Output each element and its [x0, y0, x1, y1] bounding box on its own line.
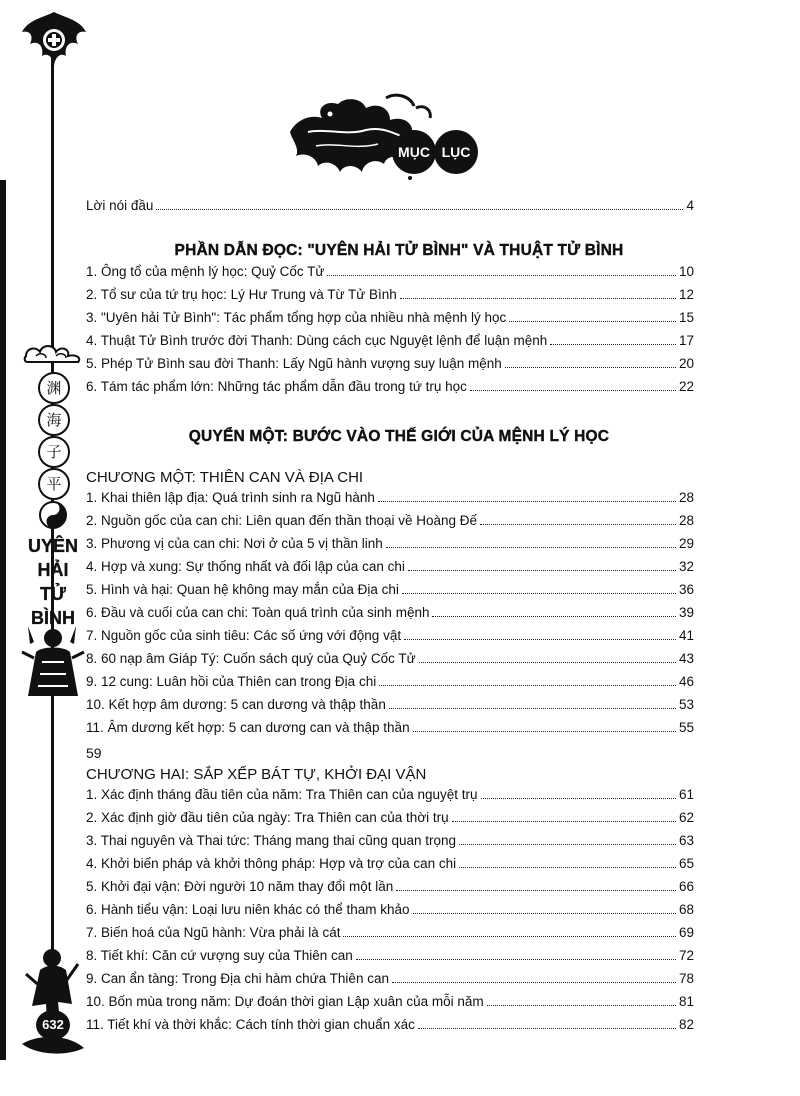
toc-entry[interactable]: [86, 925, 694, 948]
toc-leader: [389, 708, 676, 709]
spine-char-2: 海: [38, 404, 70, 436]
toc-entry-title: 5. Phép Tử Bình sau đời Thanh: Lấy Ngũ hành vượng suy luận mệnh: [86, 356, 502, 371]
toc-entry-title: 7. Biến hoá của Ngũ hành: Vừa phải là cát: [86, 925, 341, 940]
toc-leader: [356, 959, 676, 960]
toc-leader: [378, 501, 676, 502]
toc-entry-page: 32: [678, 559, 694, 574]
toc-entry-title: 3. "Uyên hải Tử Bình": Tác phẩm tổng hợp của nhiều nhà mệnh lý học: [86, 310, 507, 325]
toc-entry-title: 6. Hành tiểu vận: Loại lưu niên khác có thể tham khảo: [86, 902, 410, 917]
spine-char-1: 渊: [38, 372, 70, 404]
toc-entry-title: 2. Tổ sư của tứ trụ học: Lý Hư Trung và Từ Tử Bình: [86, 287, 397, 302]
part-intro-list: [86, 264, 694, 402]
toc-entry-page: 46: [678, 674, 694, 689]
toc-entry-title: 7. Nguồn gốc của sinh tiêu: Các số ứng với động vật: [86, 628, 402, 643]
toc-entry-page: 61: [678, 787, 694, 802]
toc-entry-page: 68: [678, 902, 694, 917]
toc-leader: [470, 390, 676, 391]
chapter-2-heading: CHƯƠNG HAI: SẮP XẾP BÁT TỰ, KHỞI ĐẠI VẬN: [86, 766, 427, 783]
toc-entry-title: 5. Hình và hại: Quan hệ không may mắn của Địa chi: [86, 582, 399, 597]
toc-entry-title: 2. Nguồn gốc của can chi: Liên quan đến thần thoại về Hoàng Đế: [86, 513, 478, 528]
toc-entry[interactable]: [86, 902, 694, 925]
toc-entry-page: 81: [678, 994, 694, 1009]
toc-entry[interactable]: [86, 674, 694, 697]
toc-leader: [509, 321, 676, 322]
toc-leader: [418, 1028, 676, 1029]
deity-figure-icon: [18, 622, 88, 700]
toc-leader: [505, 367, 676, 368]
chapter-1-heading: CHƯƠNG MỘT: THIÊN CAN VÀ ĐỊA CHI: [86, 469, 364, 486]
toc-entry-title: 6. Tám tác phẩm lớn: Những tác phẩm dẫn đầu trong tứ trụ học: [86, 379, 467, 394]
header-dot: [408, 176, 412, 180]
toc-entry[interactable]: [86, 720, 694, 743]
spine-bar: [0, 180, 6, 1060]
toc-entry[interactable]: [86, 628, 694, 651]
chapter-1-list: [86, 490, 694, 743]
toc-entry[interactable]: [86, 1017, 694, 1040]
toc-entry[interactable]: [86, 333, 694, 356]
toc-entry-page: 4: [686, 198, 694, 213]
toc-entry[interactable]: [86, 379, 694, 402]
toc-entry-page: 43: [678, 651, 694, 666]
toc-entry[interactable]: [86, 697, 694, 720]
toc-leader: [156, 209, 683, 210]
toc-leader: [487, 1005, 676, 1006]
toc-entry-title: 1. Xác định tháng đầu tiên của năm: Tra Thiên can của nguyệt trụ: [86, 787, 478, 802]
toc-entry-page: 69: [678, 925, 694, 940]
toc-entry-title: 10. Kết hợp âm dương: 5 can dương và thập thần: [86, 697, 386, 712]
toc-leader: [402, 593, 676, 594]
toc-entry-page: 10: [678, 264, 694, 279]
toc-entry[interactable]: [86, 513, 694, 536]
toc-leader: [481, 798, 676, 799]
toc-entry-page: 72: [678, 948, 694, 963]
toc-badge-luc: LỤC: [434, 130, 478, 174]
toc-leader: [480, 524, 676, 525]
cloud-ornament-icon: [22, 342, 84, 364]
toc-entry[interactable]: [86, 833, 694, 856]
toc-entry-page: 28: [678, 490, 694, 505]
vertical-title-word-2: HẢI: [37, 560, 69, 580]
lotus-emblem-icon: [20, 10, 88, 70]
toc-entry[interactable]: [86, 310, 694, 333]
toc-entry-page: 20: [678, 356, 694, 371]
toc-entry-page: 22: [678, 379, 694, 394]
toc-entry-title: 11. Tiết khí và thời khắc: Cách tính thời gian chuẩn xác: [86, 1017, 415, 1032]
toc-entry[interactable]: [86, 948, 694, 971]
toc-entry-page: 53: [678, 697, 694, 712]
toc-entry-title: 11. Âm dương kết hợp: 5 can dương can và thập thần: [86, 720, 410, 735]
toc-entry-page: 29: [678, 536, 694, 551]
toc-entry-title: 3. Thai nguyên và Thai tức: Tháng mang thai cũng quan trọng: [86, 833, 457, 848]
toc-entry[interactable]: [86, 605, 694, 628]
toc-entry-title: 5. Khởi đại vận: Đời người 10 năm thay đổi một lần: [86, 879, 394, 894]
toc-entry-title: 8. 60 nạp âm Giáp Tý: Cuốn sách quý của Quỷ Cốc Tử: [86, 651, 416, 666]
toc-entry-title: 9. Can ẩn tàng: Trong Địa chi hàm chứa Thiên can: [86, 971, 389, 986]
toc-entry[interactable]: [86, 971, 694, 994]
toc-entry-page: 15: [678, 310, 694, 325]
toc-entry-page: 63: [678, 833, 694, 848]
toc-entry-preface[interactable]: [86, 198, 694, 220]
toc-entry-page: 78: [678, 971, 694, 986]
toc-leader: [343, 936, 676, 937]
toc-entry-page: 55: [678, 720, 694, 735]
yin-yang-icon: [38, 500, 68, 530]
toc-leader: [459, 867, 676, 868]
toc-entry[interactable]: [86, 264, 694, 287]
vertical-title: [20, 534, 86, 630]
toc-leader: [413, 731, 676, 732]
table-of-contents: [86, 198, 694, 1040]
toc-leader: [459, 844, 676, 845]
toc-entry-page: 62: [678, 810, 694, 825]
toc-entry[interactable]: [86, 536, 694, 559]
toc-entry[interactable]: [86, 994, 694, 1017]
toc-leader: [404, 639, 676, 640]
toc-entry-title: 2. Xác định giờ đầu tiên của ngày: Tra Thiên can của thời trụ: [86, 810, 449, 825]
toc-entry-page: 66: [678, 879, 694, 894]
toc-entry[interactable]: [86, 490, 694, 513]
toc-entry-title: Lời nói đầu: [86, 198, 154, 213]
toc-entry-title: 4. Hợp và xung: Sự thống nhất và đối lập của can chi: [86, 559, 405, 574]
vertical-title-word-1: UYÊN: [27, 536, 78, 556]
toc-entry-page: 82: [678, 1017, 694, 1032]
toc-entry[interactable]: [86, 356, 694, 379]
toc-badge-muc: MỤC: [392, 130, 436, 174]
toc-entry-page: 65: [678, 856, 694, 871]
toc-entry-title: 8. Tiết khí: Căn cứ vượng suy của Thiên can: [86, 948, 353, 963]
toc-leader: [413, 913, 676, 914]
warrior-figure-icon: [18, 944, 88, 1064]
toc-entry-title: 9. 12 cung: Luân hồi của Thiên can trong Địa chi: [86, 674, 377, 689]
toc-leader: [392, 982, 676, 983]
toc-leader: [432, 616, 676, 617]
toc-entry[interactable]: [86, 559, 694, 582]
vertical-title-word-4: BÌNH: [31, 608, 75, 628]
toc-entry-page: 12: [678, 287, 694, 302]
toc-leader: [550, 344, 676, 345]
toc-entry-title: 1. Khai thiên lập địa: Quá trình sinh ra Ngũ hành: [86, 490, 375, 505]
toc-entry-page: 28: [678, 513, 694, 528]
stray-page-number: 59: [86, 745, 102, 761]
toc-entry[interactable]: [86, 582, 694, 605]
toc-leader: [452, 821, 676, 822]
part-one-heading: QUYỂN MỘT: BƯỚC VÀO THẾ GIỚI CỦA MỆNH LÝ HỌC: [188, 428, 610, 445]
toc-entry-page: 39: [678, 605, 694, 620]
toc-entry-title: 6. Đầu và cuối của can chi: Toàn quá trình của sinh mệnh: [86, 605, 430, 620]
toc-entry[interactable]: [86, 787, 694, 810]
toc-entry-title: 4. Thuật Tử Bình trước đời Thanh: Dùng cách cục Nguyệt lệnh để luận mệnh: [86, 333, 548, 348]
toc-leader: [327, 275, 676, 276]
toc-leader: [396, 890, 676, 891]
toc-entry-page: 17: [678, 333, 694, 348]
toc-entry[interactable]: [86, 810, 694, 833]
chapter-2-list: [86, 787, 694, 1040]
toc-entry[interactable]: [86, 879, 694, 902]
toc-entry-title: 4. Khởi biến pháp và khởi thông pháp: Hợp và trợ của can chi: [86, 856, 457, 871]
vertical-title-word-3: TỬ: [40, 584, 66, 604]
toc-leader: [419, 662, 676, 663]
toc-leader: [386, 547, 676, 548]
toc-entry-title: 1. Ông tổ của mệnh lý học: Quỷ Cốc Tử: [86, 264, 325, 279]
toc-leader: [408, 570, 676, 571]
toc-entry[interactable]: [86, 651, 694, 674]
part-intro-heading: PHẦN DẪN ĐỌC: "UYÊN HẢI TỬ BÌNH" VÀ THUẬT TỬ BÌNH: [174, 242, 624, 259]
page-number: 632: [36, 1010, 70, 1040]
toc-entry-title: 3. Phương vị của can chi: Nơi ở của 5 vị thần linh: [86, 536, 383, 551]
toc-entry[interactable]: [86, 856, 694, 879]
toc-entry-title: 10. Bốn mùa trong năm: Dự đoán thời gian Lập xuân của mỗi năm: [86, 994, 484, 1009]
toc-entry[interactable]: [86, 287, 694, 310]
spine-char-4: 平: [38, 468, 70, 500]
toc-leader: [400, 298, 676, 299]
spine-char-3: 子: [38, 436, 70, 468]
toc-entry-page: 41: [678, 628, 694, 643]
toc-leader: [379, 685, 676, 686]
toc-entry-page: 36: [678, 582, 694, 597]
